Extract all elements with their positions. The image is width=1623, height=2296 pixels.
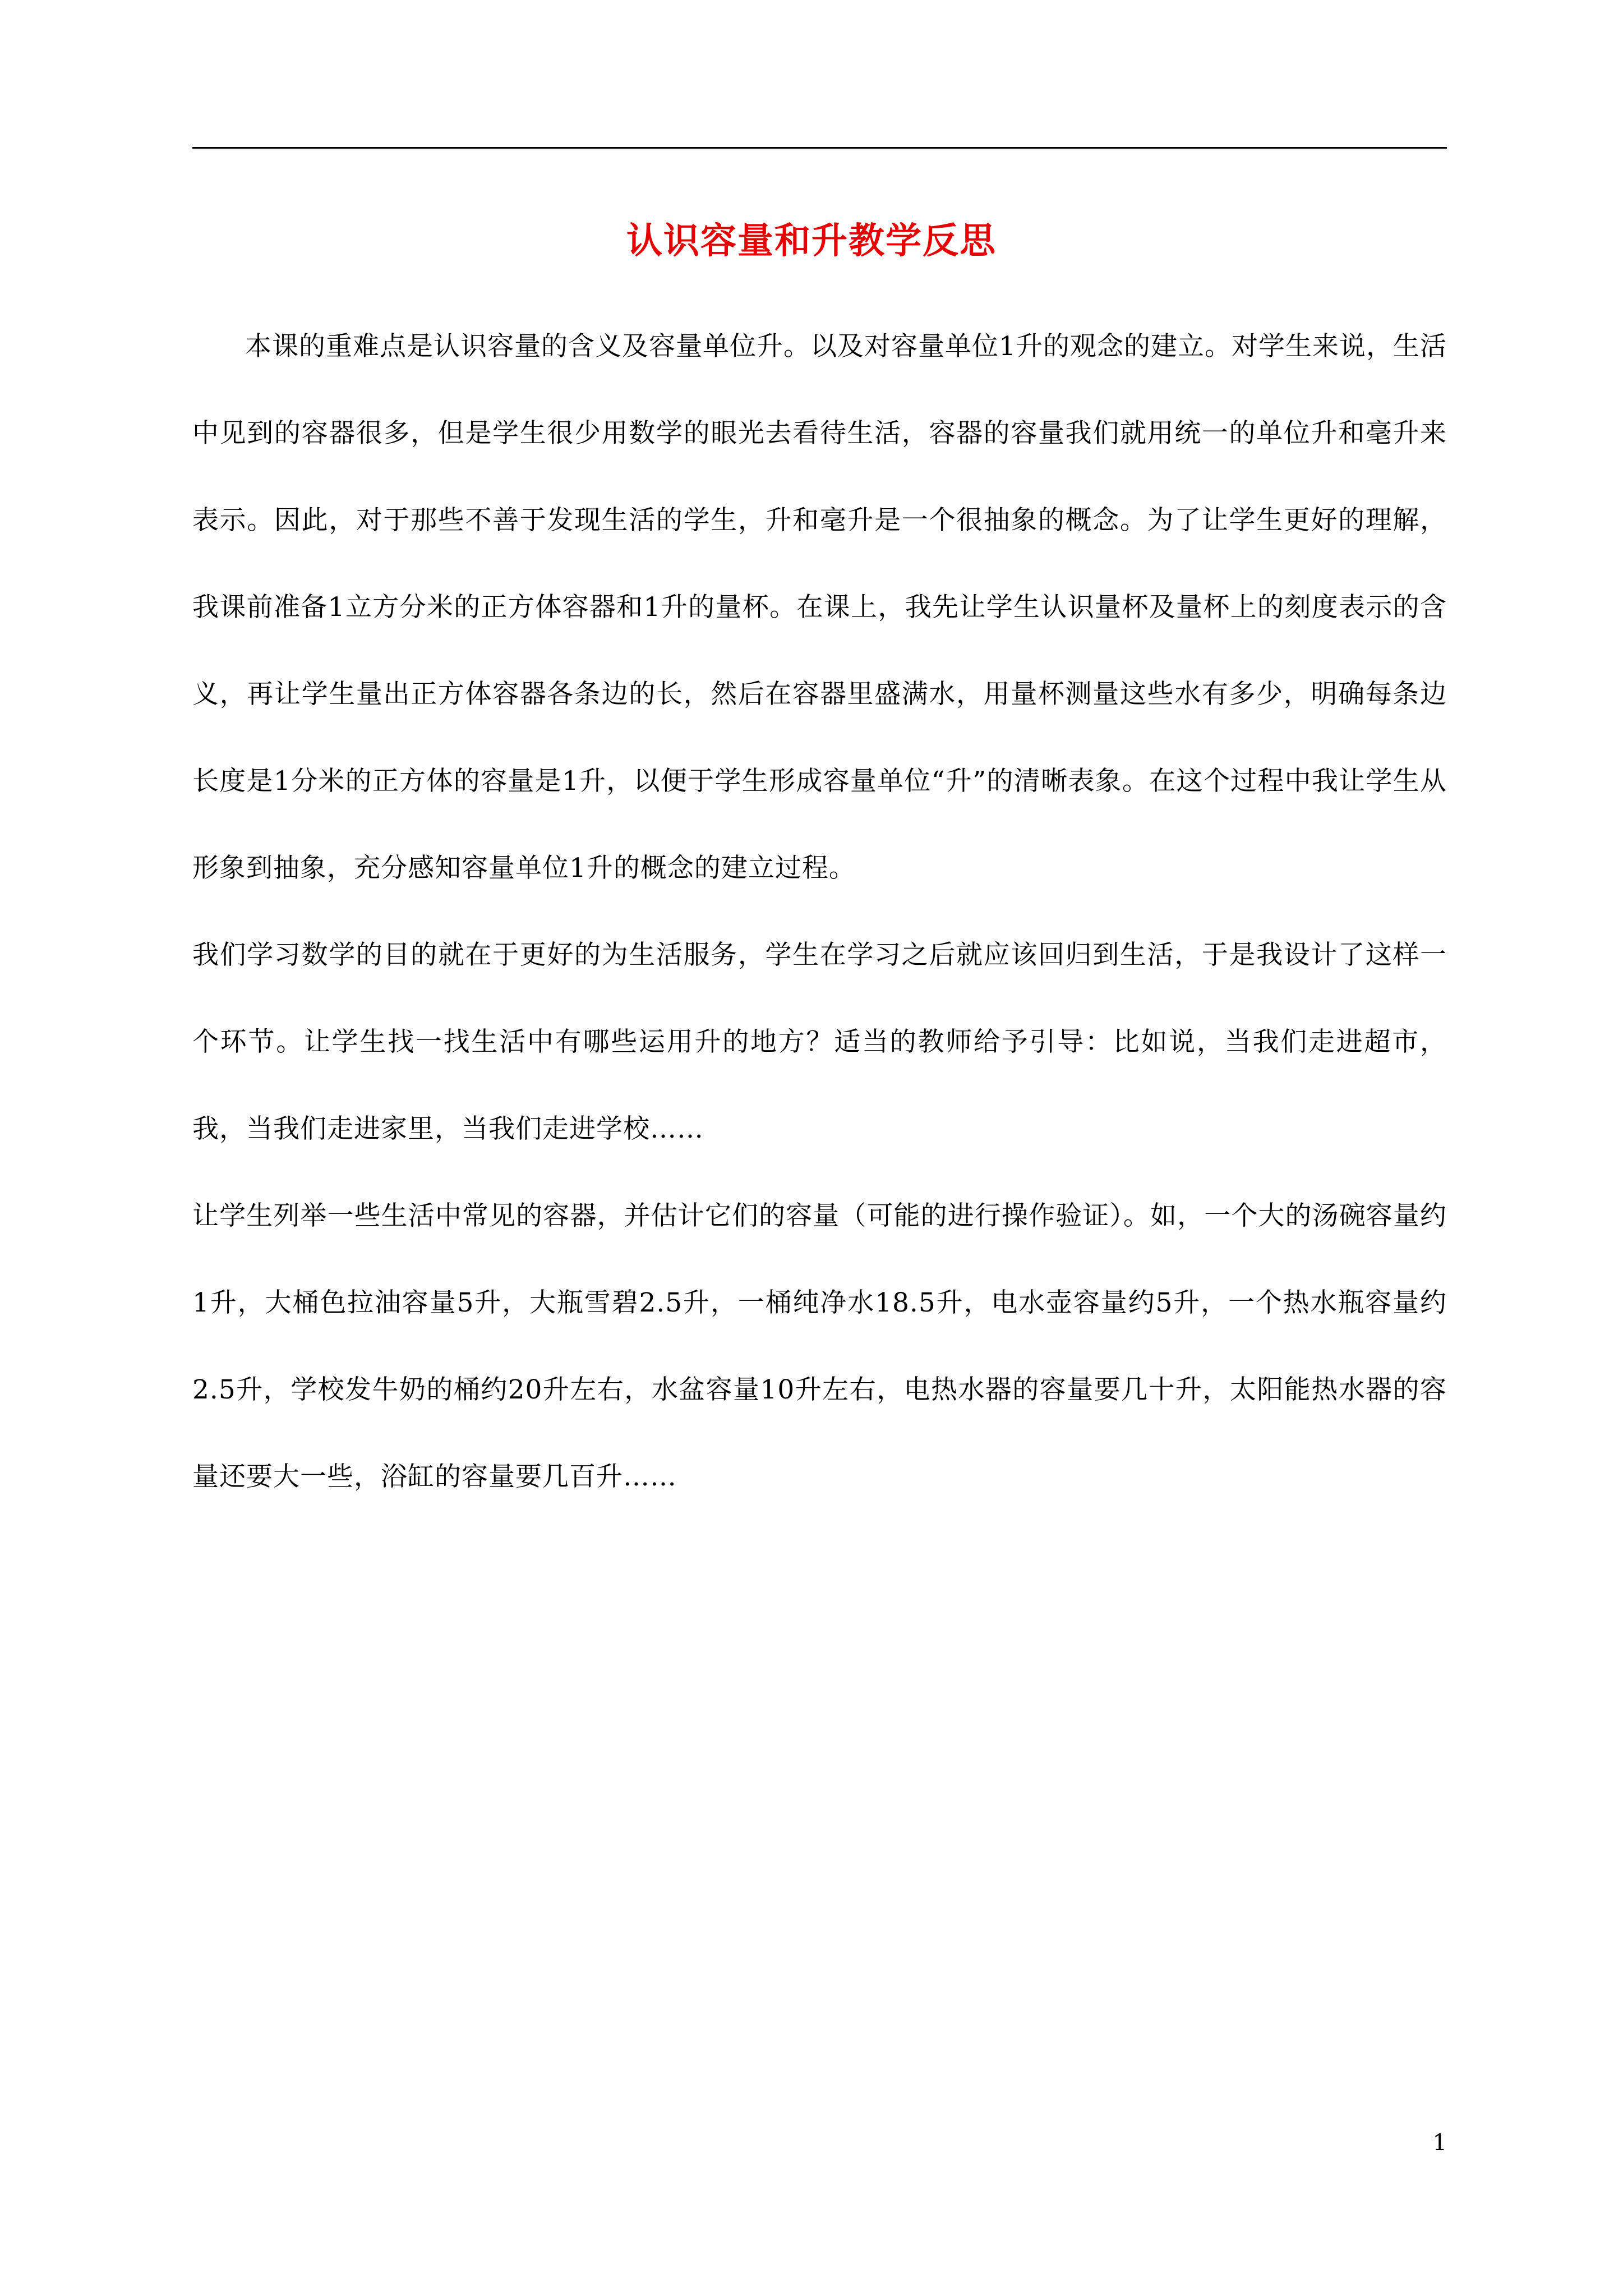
paragraph-1: 本课的重难点是认识容量的含义及容量单位升。以及对容量单位1升的观念的建立。对学生来说，生活中见到的容器很多，但是学生很少用数学的眼光去看待生活，容器的容量我们就用统一的单位升和毫升来表示。因此，对于那些不善于发现生活的学生，升和毫升是一个很抽象的概念。为了让学生更好的理解，我课前准备1立方分米的正方体容器和1升的量杯。在课上，我先让学生认识量杯及量杯上的刻度表示的含义，再让学生量出正方体容器各条边的长，然后在容器里盛满水，用量杯测量这些水有多少，明确每条边长度是1分米的正方体的容量是1升，以便于学生形成容量单位“升”的清晰表象。在这个过程中我让学生从形象到抽象，充分感知容量单位1升的概念的建立过程。 — [192, 331, 1447, 884]
paragraph-3: 让学生列举一些生活中常见的容器，并估计它们的容量（可能的进行操作验证）。如，一个大的汤碗容量约1升，大桶色拉油容量5升，大瓶雪碧2.5升，一桶纯净水18.5升，电水壶容量约5升，一个热水瓶容量约2.5升，学校发牛奶的桶约20升左右，水盆容量10升左右，电热水器的容量要几十升，太阳能热水器的容量还要大一些，浴缸的容量要几百升…… — [192, 1200, 1447, 1492]
header-rule — [192, 147, 1447, 149]
page-number: 1 — [1432, 2130, 1447, 2156]
document-title: 认识容量和升教学反思 — [626, 220, 997, 262]
paragraph-2: 我们学习数学的目的就在于更好的为生活服务，学生在学习之后就应该回归到生活，于是我设计了这样一个环节。让学生找一找生活中有哪些运用升的地方？适当的教师给予引导：比如说，当我们走进超市，我，当我们走进家里，当我们走进学校…… — [192, 940, 1447, 1144]
document-body — [192, 303, 1447, 1520]
